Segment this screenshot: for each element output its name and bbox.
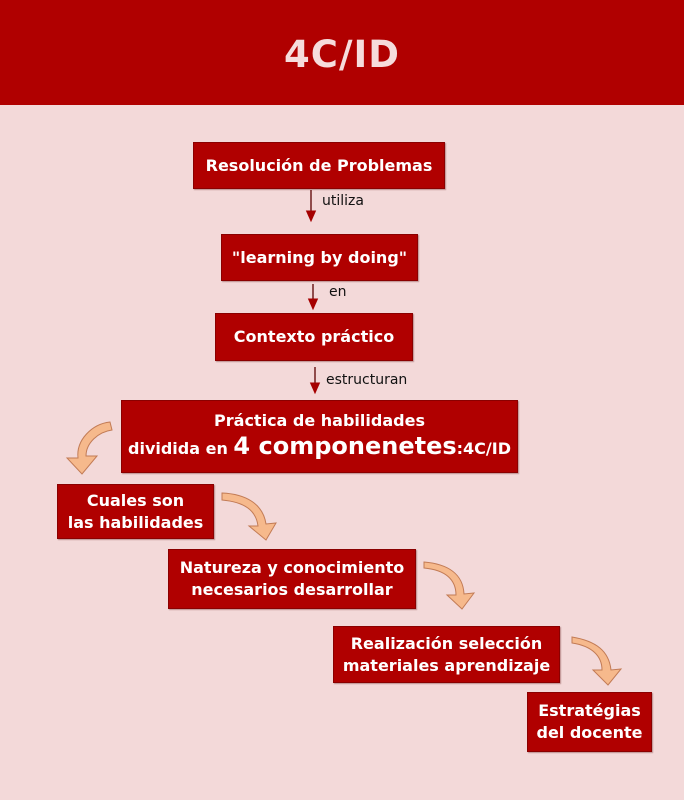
edge-label-en: en	[329, 284, 347, 300]
curved-arrow-3	[424, 562, 474, 609]
curved-arrow-4	[572, 637, 621, 685]
curved-arrow-1	[67, 422, 112, 474]
node-realizacion-line2: materiales aprendizaje	[342, 655, 551, 675]
node-cuales-line2: las habilidades	[67, 512, 204, 532]
node-practica-line2-a: dividida en	[128, 439, 234, 458]
node-contexto-label: Contexto práctico	[233, 327, 395, 346]
node-natureza-line1: Natureza y conocimiento	[179, 558, 405, 577]
page-title: 4C/ID	[284, 33, 400, 76]
node-cuales-son-las-habilidades	[57, 484, 214, 539]
node-realizacion-seleccion	[333, 626, 560, 683]
node-practica-de-habilidades	[121, 400, 518, 473]
node-estrategias-line1: Estratégias	[538, 701, 641, 720]
node-practica-line2-b: :4C/ID	[456, 439, 511, 458]
node-cuales-line1: Cuales son	[86, 490, 185, 510]
curved-arrow-2	[222, 493, 276, 540]
node-resolucion-de-problemas	[193, 142, 445, 189]
edge-label-estructuran: estructuran	[326, 372, 408, 388]
node-practica-line2	[128, 432, 511, 463]
node-contexto-practico	[215, 313, 413, 361]
node-learning-label: "learning by doing"	[231, 247, 408, 267]
node-resolucion-label: Resolución de Problemas	[205, 155, 433, 175]
edge-label-utiliza: utiliza	[322, 193, 364, 209]
node-practica-line1: Práctica de habilidades	[214, 411, 425, 430]
node-practica-line2-big: 4 componenetes	[233, 432, 457, 460]
node-natureza-line2: necesarios desarrollar	[191, 580, 393, 599]
node-estrategias-line2: del docente	[536, 723, 643, 742]
node-estrategias-del-docente	[527, 692, 652, 752]
node-realizacion-line1: Realización selección	[350, 633, 543, 653]
node-natureza-y-conocimiento	[168, 549, 416, 609]
node-learning-by-doing	[221, 234, 418, 281]
